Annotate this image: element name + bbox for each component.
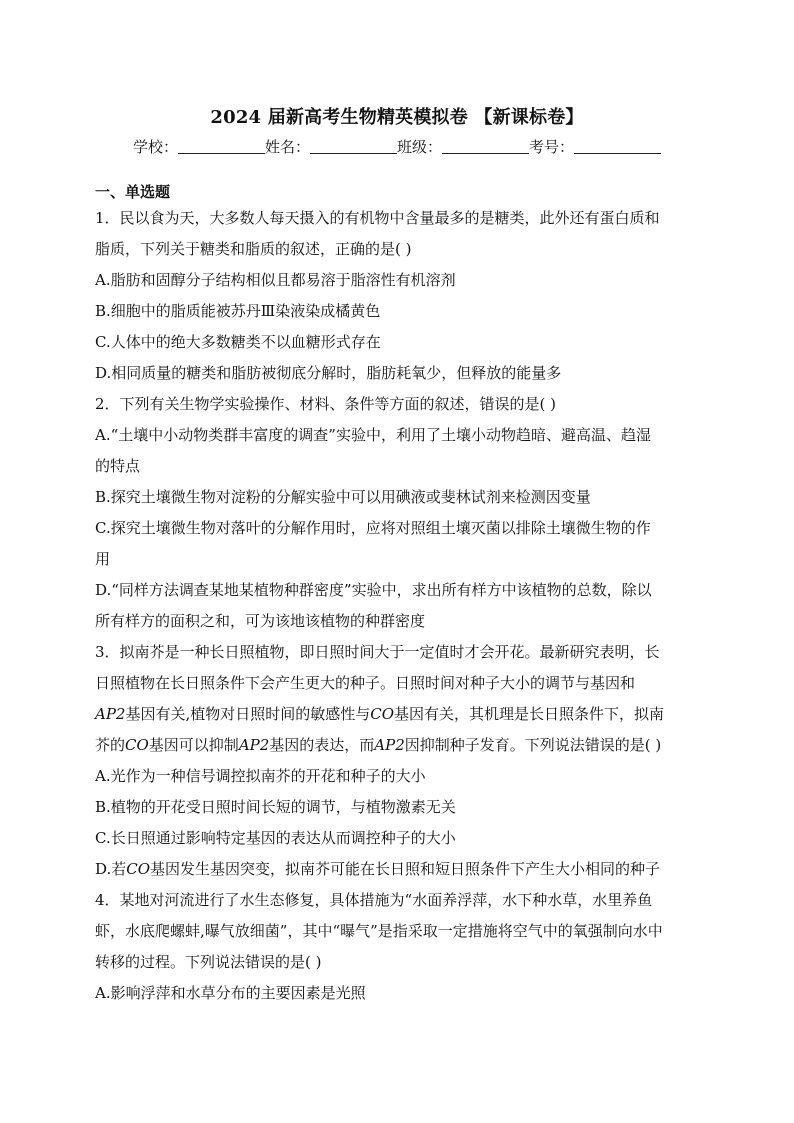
question-list: [95, 203, 701, 1009]
question-3-option-b: B.植物的开花受日照时间长短的调节，与植物激素无关: [95, 798, 456, 816]
gene-name: AP2: [95, 705, 126, 723]
gene-name: CO: [126, 860, 151, 878]
question-2-option-a-line-2: 的特点: [95, 457, 141, 475]
option-text: 基因发生基因突变，拟南芥可能在长日照和短日照条件下产生大小相同的种子: [150, 860, 661, 878]
class-field: [397, 136, 529, 157]
stem-text: 基因可以抑制: [148, 736, 239, 754]
question-2-option-a-line-1: A.“土壤中小动物类群丰富度的调查”实验中，利用了土壤小动物趋暗、避高温、趋湿: [95, 426, 651, 444]
question-3-stem-line-2: 日照植物在长日照条件下会产生更大的种子。日照时间对种子大小的调节与基因和: [95, 674, 636, 692]
school-field: [133, 136, 265, 157]
question-3-stem-line-4: [95, 730, 701, 761]
name-blank[interactable]: [310, 138, 397, 154]
question-3-option-d: [95, 854, 701, 885]
question-3-stem-line-1: 3．拟南芥是一种长日照植物，即日照时间大于一定值时才会开花。最新研究表明，长: [95, 643, 660, 661]
option-text: D.若: [95, 860, 127, 878]
stem-text: 芥的: [95, 736, 126, 754]
section-heading: 一、单选题: [95, 183, 171, 201]
name-label: 姓名：: [264, 138, 310, 156]
school-blank[interactable]: [178, 138, 265, 154]
question-1-option-c: C.人体中的绝大多数糖类不以血糖形式存在: [95, 333, 381, 351]
question-1-stem-line-2: 脂质，下列关于糖类和脂质的叙述，正确的是( ): [95, 240, 412, 258]
question-3-option-a: A.光作为一种信号调控拟南芥的开花和种子的大小: [95, 767, 426, 785]
question-3: [95, 637, 701, 885]
page-title: 2024 届新高考生物精英模拟卷 【新课标卷】: [210, 107, 584, 128]
question-2-option-d-line-2: 所有样方的面积之和，可为该地该植物的种群密度: [95, 612, 426, 630]
question-2-stem: 2．下列有关生物学实验操作、材料、条件等方面的叙述，错误的是( ): [95, 395, 557, 413]
stem-text: 基因有关,植物对日照时间的敏感性与: [125, 705, 371, 723]
question-4: [95, 885, 701, 1009]
question-4-stem-line-2: 虾，水底爬螺蚌,曝气放细菌”，其中“曝气”是指采取一定措施将空气中的氧强制向水中: [95, 922, 663, 940]
question-1-stem-line-1: 1．民以食为天，大多数人每天摄入的有机物中含量最多的是糖类，此外还有蛋白质和: [95, 209, 660, 227]
question-2-option-c-line-2: 用: [95, 550, 111, 568]
stem-text: 因抑制种子发育。下列说法错误的是( ): [404, 736, 662, 754]
gene-name: AP2: [238, 736, 270, 754]
number-blank[interactable]: [574, 138, 661, 154]
stem-text: 基因有关，其机理是长日照条件下，拟南: [394, 705, 665, 723]
gene-name: AP2: [374, 736, 405, 754]
number-label: 考号：: [529, 138, 575, 156]
gene-name: CO: [125, 736, 149, 754]
school-label: 学校：: [132, 138, 178, 156]
gene-name: CO: [370, 705, 395, 723]
question-1-option-a: A.脂肪和固醇分子结构相似且都易溶于脂溶性有机溶剂: [95, 271, 456, 289]
class-label: 班级：: [397, 138, 443, 156]
number-field: [529, 136, 661, 157]
question-4-option-a: A.影响浮萍和水草分布的主要因素是光照: [95, 984, 366, 1002]
question-1-option-d: D.相同质量的糖类和脂肪被彻底分解时，脂肪耗氧少，但释放的能量多: [95, 364, 562, 382]
question-1-option-b: B.细胞中的脂质能被苏丹Ⅲ染液染成橘黄色: [95, 302, 381, 320]
student-info-row: [0, 136, 794, 157]
name-field: [265, 136, 397, 157]
question-3-stem-line-3: [95, 699, 701, 730]
question-2-option-b: B.探究土壤微生物对淀粉的分解实验中可以用碘液或斐林试剂来检测因变量: [95, 488, 591, 506]
question-2-option-d-line-1: D.“同样方法调查某地某植物种群密度”实验中，求出所有样方中该植物的总数，除以: [95, 581, 652, 599]
stem-text: 基因的表达，而: [269, 736, 375, 754]
question-2: [95, 389, 701, 637]
question-4-stem-line-3: 转移的过程。下列说法错误的是( ): [95, 953, 322, 971]
question-3-option-c: C.长日照通过影响特定基因的表达从而调控种子的大小: [95, 829, 456, 847]
question-1: [95, 203, 701, 389]
class-blank[interactable]: [442, 138, 529, 154]
question-2-option-c-line-1: C.探究土壤微生物对落叶的分解作用时，应将对照组土壤灭菌以排除土壤微生物的作: [95, 519, 651, 537]
question-4-stem-line-1: 4．某地对河流进行了水生态修复，具体措施为“水面养浮萍，水下种水草，水里养鱼: [95, 891, 653, 909]
